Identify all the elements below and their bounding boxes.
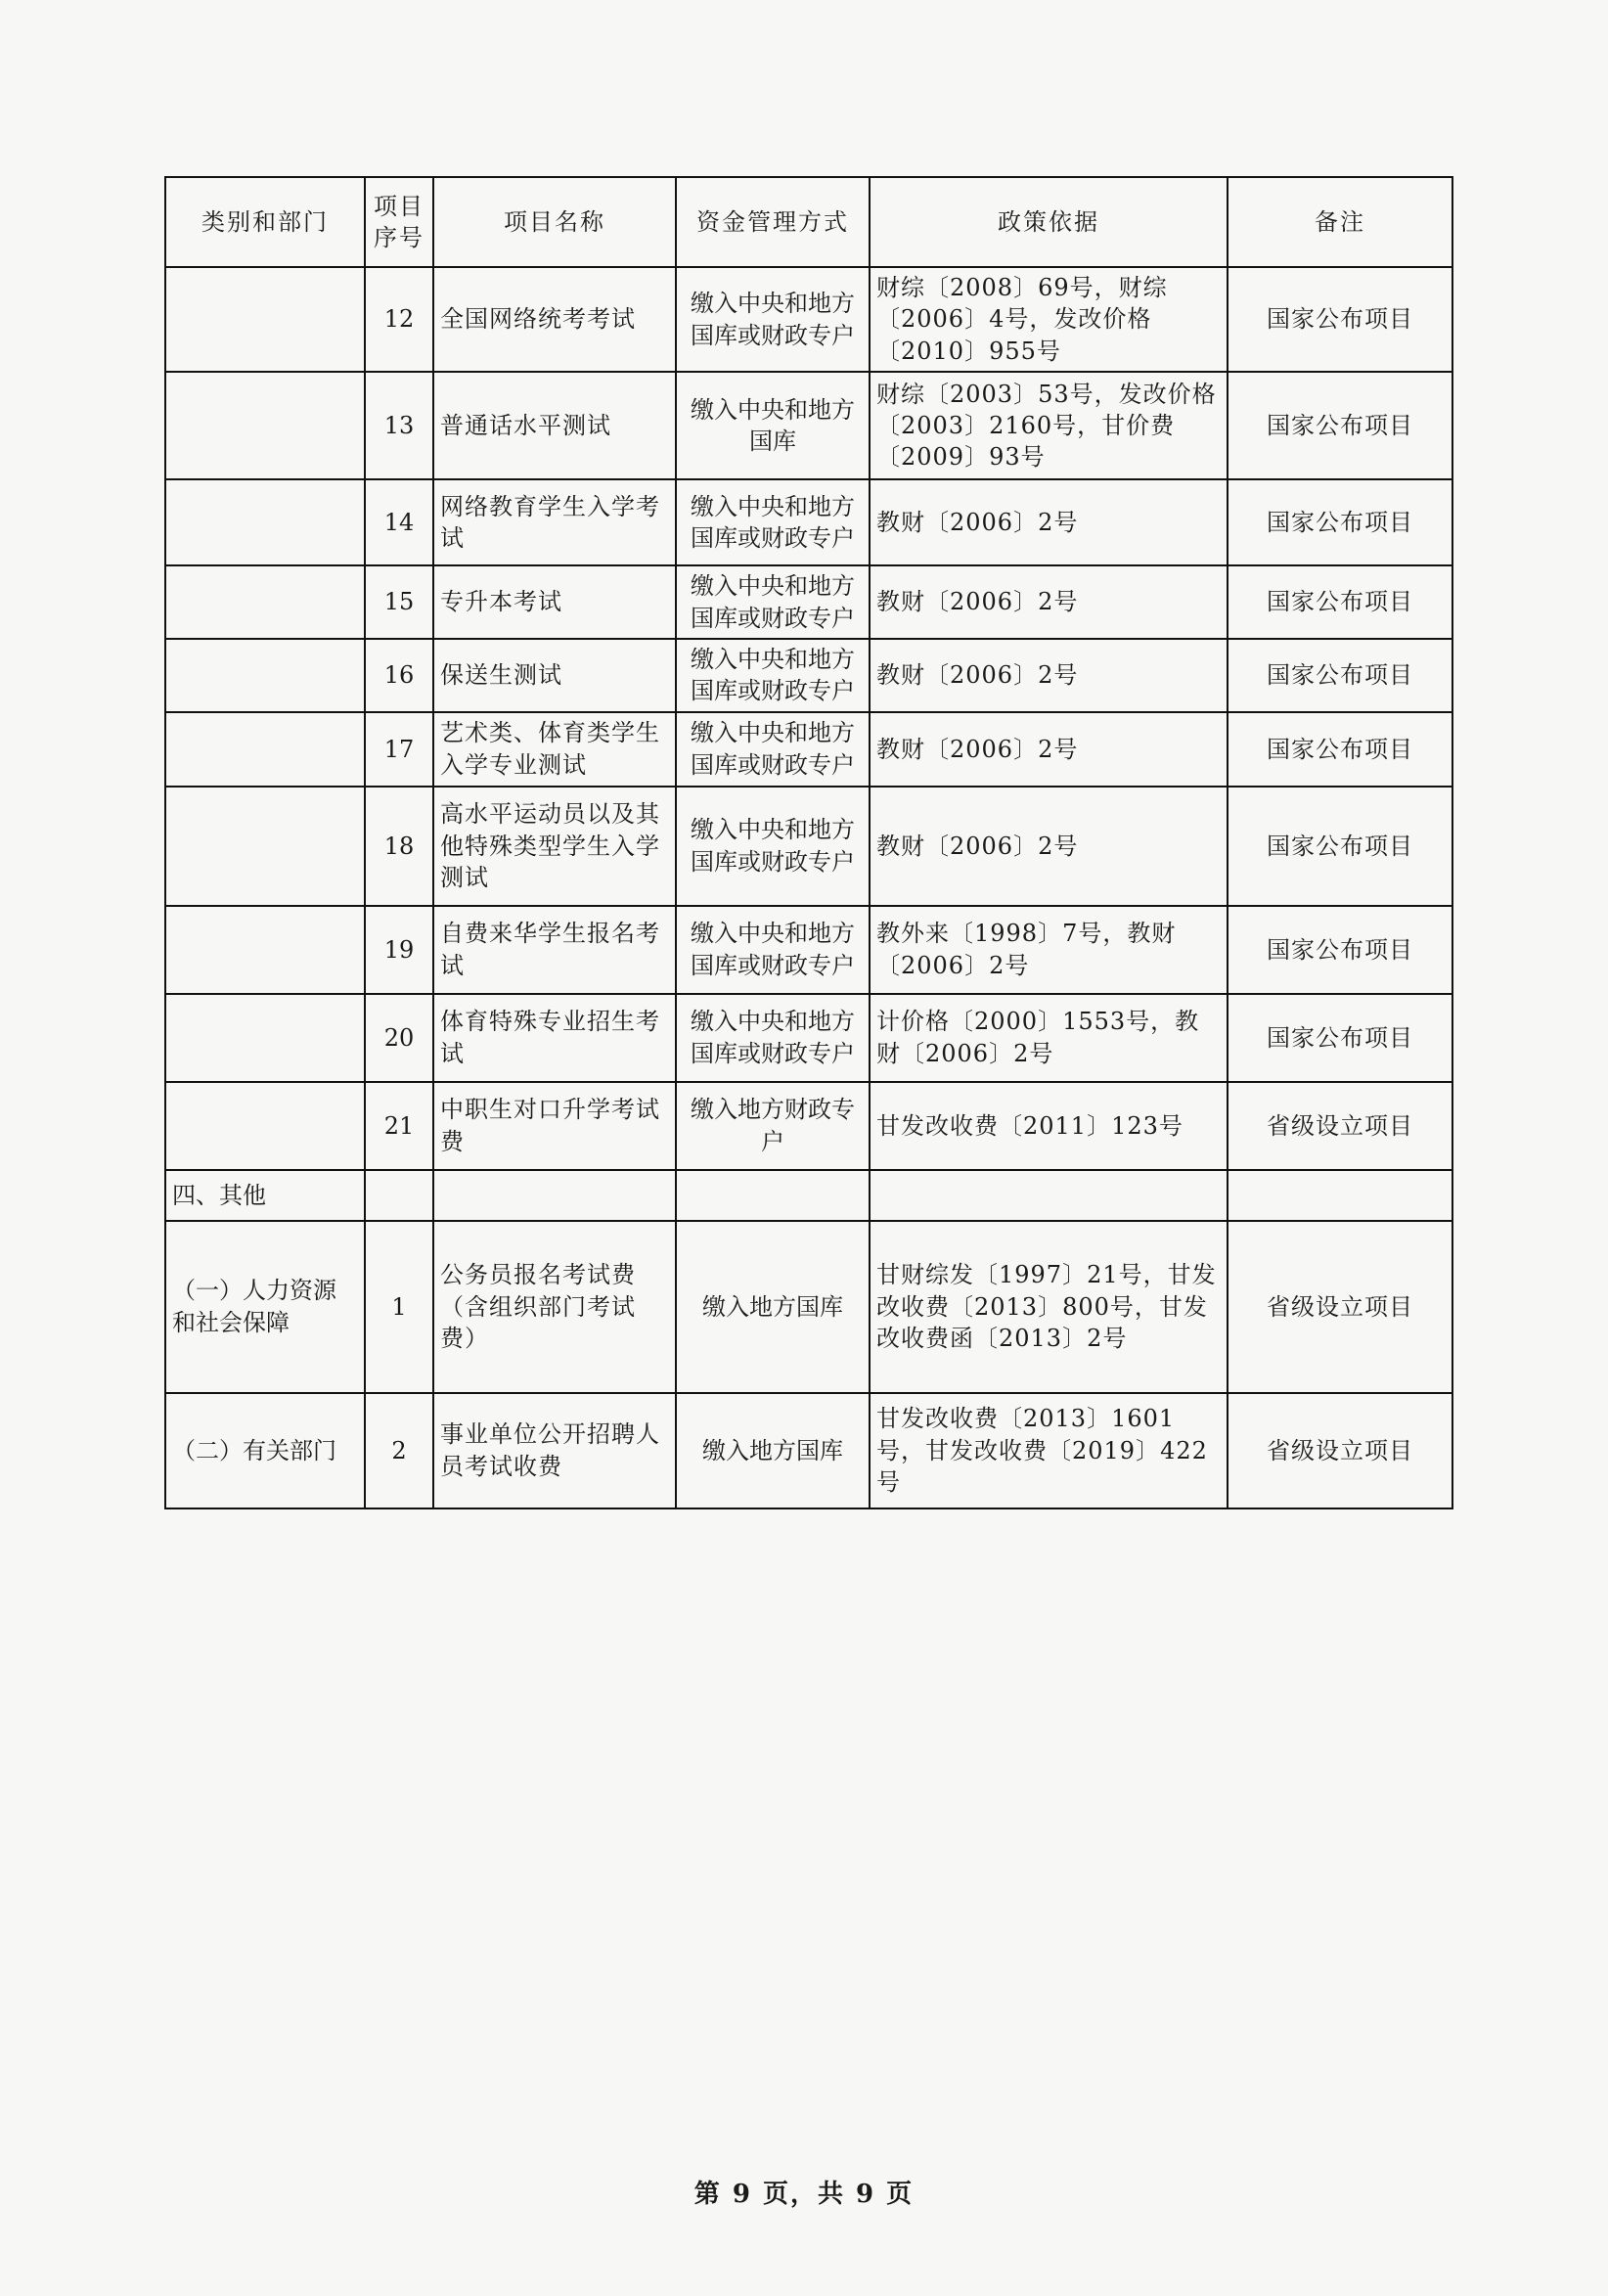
empty-cell [1228, 1170, 1452, 1221]
row-item-name: 保送生测试 [433, 639, 676, 712]
row-number: 21 [365, 1082, 433, 1170]
row-item-name: 体育特殊专业招生考试 [433, 994, 676, 1082]
empty-cell [433, 1170, 676, 1221]
row-management: 缴入地方财政专户 [676, 1082, 870, 1170]
table-row [165, 1393, 1452, 1508]
row-category-cell [165, 1082, 365, 1170]
row-category-cell [165, 639, 365, 712]
table-row [165, 787, 1452, 906]
row-category-cell [165, 565, 365, 639]
row-number: 14 [365, 479, 433, 565]
row-number: 17 [365, 712, 433, 787]
table-row [165, 639, 1452, 712]
row-number: 19 [365, 906, 433, 994]
row-policy: 甘财综发〔1997〕21号，甘发改收费〔2013〕800号，甘发改收费函〔2013〕2号 [870, 1221, 1228, 1393]
row-note: 省级设立项目 [1228, 1082, 1452, 1170]
row-category-cell [165, 712, 365, 787]
row-note: 国家公布项目 [1228, 565, 1452, 639]
row-management: 缴入中央和地方国库或财政专户 [676, 994, 870, 1082]
row-number: 2 [365, 1393, 433, 1508]
row-management: 缴入中央和地方国库或财政专户 [676, 787, 870, 906]
row-item-name: 全国网络统考考试 [433, 267, 676, 372]
row-item-name: 高水平运动员以及其他特殊类型学生入学测试 [433, 787, 676, 906]
row-number: 20 [365, 994, 433, 1082]
empty-cell [365, 1170, 433, 1221]
row-item-name: 事业单位公开招聘人员考试收费 [433, 1393, 676, 1508]
row-item-name: 自费来华学生报名考试 [433, 906, 676, 994]
row-category-cell [165, 267, 365, 372]
row-item-name: 中职生对口升学考试费 [433, 1082, 676, 1170]
row-category-cell [165, 372, 365, 479]
row-policy: 甘发改收费〔2013〕1601号，甘发改收费〔2019〕422号 [870, 1393, 1228, 1508]
row-category: （二）有关部门 [165, 1393, 365, 1508]
row-category-cell [165, 994, 365, 1082]
header-number: 项目序号 [365, 177, 433, 267]
row-management: 缴入中央和地方国库或财政专户 [676, 479, 870, 565]
row-note: 国家公布项目 [1228, 994, 1452, 1082]
empty-cell [676, 1170, 870, 1221]
table-row [165, 1082, 1452, 1170]
row-policy: 计价格〔2000〕1553号，教财〔2006〕2号 [870, 994, 1228, 1082]
table-row [165, 994, 1452, 1082]
table-row [165, 372, 1452, 479]
row-policy: 教财〔2006〕2号 [870, 787, 1228, 906]
row-note: 国家公布项目 [1228, 479, 1452, 565]
table-row [165, 1221, 1452, 1393]
row-note: 国家公布项目 [1228, 712, 1452, 787]
row-category-cell [165, 787, 365, 906]
section-row [165, 1170, 1452, 1221]
row-number: 18 [365, 787, 433, 906]
row-number: 15 [365, 565, 433, 639]
row-note: 国家公布项目 [1228, 372, 1452, 479]
table-row [165, 479, 1452, 565]
fee-items-table [164, 176, 1453, 1509]
row-policy: 教财〔2006〕2号 [870, 479, 1228, 565]
header-category: 类别和部门 [165, 177, 365, 267]
row-number: 13 [365, 372, 433, 479]
header-management: 资金管理方式 [676, 177, 870, 267]
row-policy: 教财〔2006〕2号 [870, 565, 1228, 639]
row-policy: 教财〔2006〕2号 [870, 639, 1228, 712]
row-policy: 教财〔2006〕2号 [870, 712, 1228, 787]
row-note: 国家公布项目 [1228, 267, 1452, 372]
row-management: 缴入中央和地方国库或财政专户 [676, 906, 870, 994]
row-category-cell [165, 479, 365, 565]
row-note: 国家公布项目 [1228, 906, 1452, 994]
row-management: 缴入中央和地方国库或财政专户 [676, 639, 870, 712]
table-row [165, 565, 1452, 639]
table-row [165, 906, 1452, 994]
row-policy: 甘发改收费〔2011〕123号 [870, 1082, 1228, 1170]
row-management: 缴入中央和地方国库或财政专户 [676, 712, 870, 787]
row-policy: 财综〔2003〕53号，发改价格〔2003〕2160号，甘价费〔2009〕93号 [870, 372, 1228, 479]
row-number: 16 [365, 639, 433, 712]
row-category: （一）人力资源和社会保障 [165, 1221, 365, 1393]
row-item-name: 公务员报名考试费（含组织部门考试费） [433, 1221, 676, 1393]
row-management: 缴入中央和地方国库或财政专户 [676, 565, 870, 639]
row-management: 缴入中央和地方国库或财政专户 [676, 267, 870, 372]
row-note: 国家公布项目 [1228, 639, 1452, 712]
row-item-name: 艺术类、体育类学生入学专业测试 [433, 712, 676, 787]
row-note: 省级设立项目 [1228, 1221, 1452, 1393]
header-name: 项目名称 [433, 177, 676, 267]
row-number: 12 [365, 267, 433, 372]
table-row [165, 712, 1452, 787]
table-header-row [165, 177, 1452, 267]
section-heading: 四、其他 [165, 1170, 365, 1221]
row-number: 1 [365, 1221, 433, 1393]
row-item-name: 专升本考试 [433, 565, 676, 639]
header-note: 备注 [1228, 177, 1452, 267]
row-note: 省级设立项目 [1228, 1393, 1452, 1508]
header-policy: 政策依据 [870, 177, 1228, 267]
row-management: 缴入地方国库 [676, 1221, 870, 1393]
row-management: 缴入地方国库 [676, 1393, 870, 1508]
row-item-name: 网络教育学生入学考试 [433, 479, 676, 565]
row-management: 缴入中央和地方国库 [676, 372, 870, 479]
row-category-cell [165, 906, 365, 994]
empty-cell [870, 1170, 1228, 1221]
row-item-name: 普通话水平测试 [433, 372, 676, 479]
row-note: 国家公布项目 [1228, 787, 1452, 906]
row-policy: 教外来〔1998〕7号，教财〔2006〕2号 [870, 906, 1228, 994]
page-number: 第 9 页，共 9 页 [693, 2180, 915, 2209]
row-policy: 财综〔2008〕69号，财综〔2006〕4号，发改价格〔2010〕955号 [870, 267, 1228, 372]
table-row [165, 267, 1452, 372]
